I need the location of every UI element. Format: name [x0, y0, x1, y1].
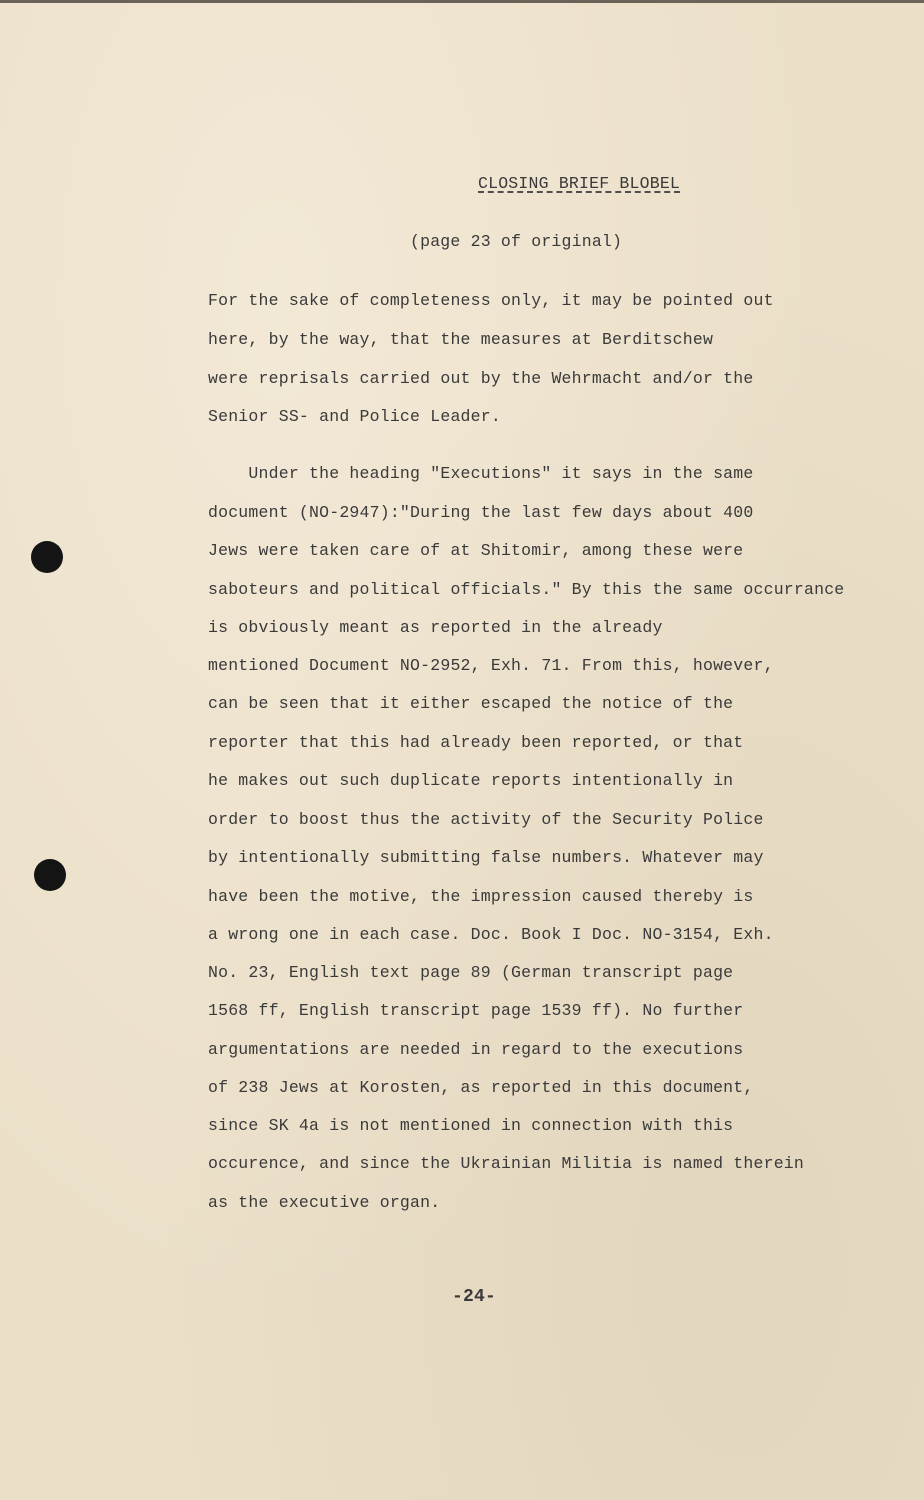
text-line: No. 23, English text page 89 (German transcript page	[208, 963, 734, 982]
text-line: a wrong one in each case. Doc. Book I Doc. NO-3154, Exh.	[208, 925, 774, 944]
text-line: have been the motive, the impression caused thereby is	[208, 887, 754, 906]
text-line: of 238 Jews at Korosten, as reported in this document,	[208, 1078, 754, 1097]
text-line: here, by the way, that the measures at Berditschew	[208, 330, 714, 349]
text-line: 1568 ff, English transcript page 1539 ff). No further	[208, 1001, 744, 1020]
text-line: mentioned Document NO-2952, Exh. 71. From this, however,	[208, 656, 774, 675]
document-header-title: CLOSING BRIEF BLOBEL	[478, 174, 681, 193]
text-line: since SK 4a is not mentioned in connection with this	[208, 1116, 734, 1135]
page-number: -24-	[452, 1287, 497, 1307]
text-line: saboteurs and political officials." By this the same occurrance	[208, 580, 845, 599]
text-line: occurence, and since the Ukrainian Militia is named therein	[208, 1154, 804, 1173]
text-line: reporter that this had already been reported, or that	[208, 733, 744, 752]
text-line: For the sake of completeness only, it may be pointed out	[208, 291, 774, 310]
text-line: were reprisals carried out by the Wehrmacht and/or the	[208, 369, 754, 388]
punch-hole	[31, 541, 63, 573]
text-line: document (NO-2947):"During the last few days about 400	[208, 503, 754, 522]
page-top-edge	[0, 0, 924, 3]
text-line: by intentionally submitting false numbers. Whatever may	[208, 848, 764, 867]
text-line: Jews were taken care of at Shitomir, among these were	[208, 541, 744, 560]
original-page-reference: (page 23 of original)	[410, 232, 623, 251]
text-line: he makes out such duplicate reports intentionally in	[208, 771, 734, 790]
text-line: Senior SS- and Police Leader.	[208, 407, 501, 426]
punch-hole	[34, 859, 66, 891]
text-line: order to boost thus the activity of the Security Police	[208, 810, 764, 829]
text-line: is obviously meant as reported in the already	[208, 618, 663, 637]
text-line: as the executive organ.	[208, 1193, 441, 1212]
text-line: can be seen that it either escaped the notice of the	[208, 694, 734, 713]
text-line: argumentations are needed in regard to the executions	[208, 1040, 744, 1059]
text-line: Under the heading "Executions" it says in the same	[208, 464, 754, 483]
